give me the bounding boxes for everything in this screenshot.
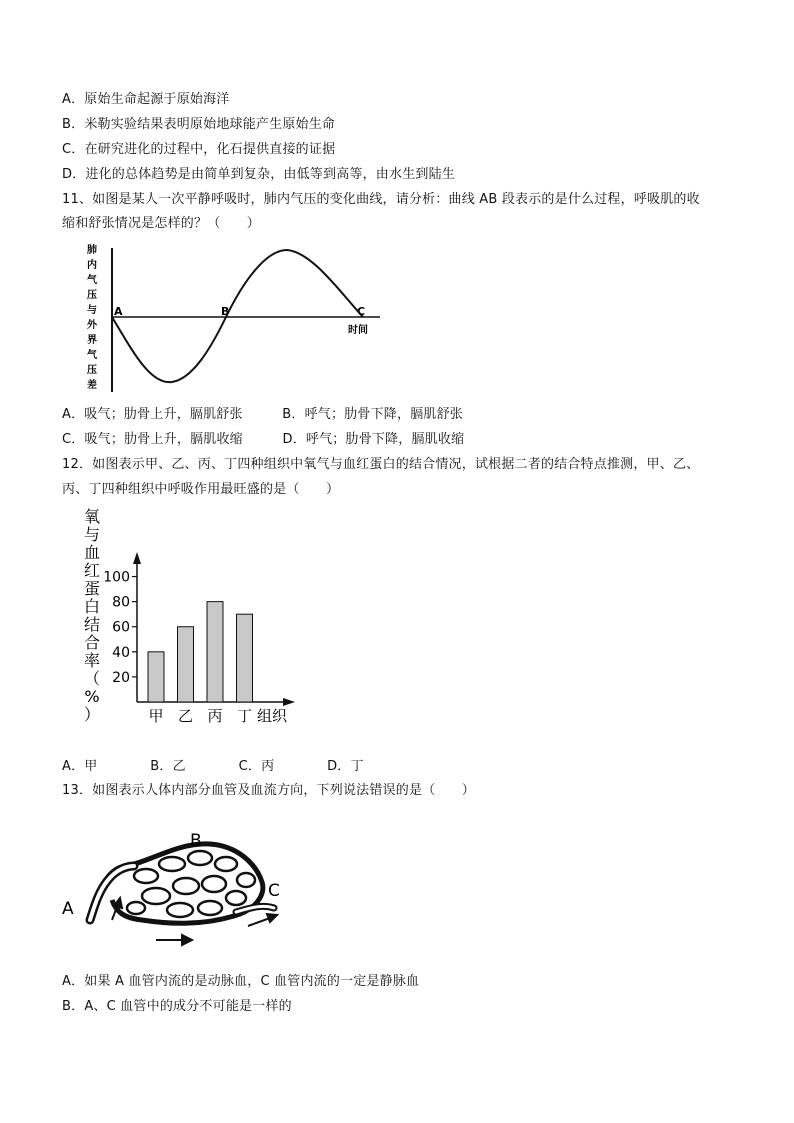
flow-arrow-c-head xyxy=(267,914,277,922)
bar-1 xyxy=(148,652,164,702)
bar-4 xyxy=(237,614,253,702)
bar-y-tick-label: 40 xyxy=(112,644,130,661)
bar-ylabel-char: % xyxy=(84,687,100,706)
vessel-label-a: A xyxy=(62,899,74,919)
bar-category-label: 乙 xyxy=(177,707,194,725)
bar-y-tick-label: 60 xyxy=(112,619,130,636)
capillary-cell xyxy=(188,851,212,865)
q13-option-b: B．A、C 血管中的成分不可能是一样的 xyxy=(62,999,292,1014)
bar-ylabel-char: 血 xyxy=(83,543,101,562)
bar-y-tick-label: 80 xyxy=(112,594,130,611)
ylabel-char: 界 xyxy=(87,335,97,346)
ylabel-char: 肺 xyxy=(87,245,97,256)
bar-xlabel: 组织 xyxy=(257,707,288,725)
capillary-cell xyxy=(215,857,237,871)
bar-ylabel-char: （ xyxy=(83,669,101,688)
bar-x-axis-arrow xyxy=(283,698,295,706)
flow-arrow-a-head xyxy=(114,898,122,908)
bar-ylabel-char: 率 xyxy=(83,651,101,670)
point-c-label: C xyxy=(357,305,366,318)
bar-category-label: 丙 xyxy=(207,707,223,725)
capillary-cell xyxy=(167,903,193,917)
bar-ylabel-char: 氧 xyxy=(83,507,101,526)
ylabel-char: 压 xyxy=(87,290,97,301)
ylabel-char: 外 xyxy=(87,320,97,331)
pressure-ylabel xyxy=(87,243,98,391)
vessel-label-b: B xyxy=(190,831,202,851)
capillary-cell xyxy=(142,888,170,904)
capillary-cell xyxy=(226,891,246,905)
q12-options: A．甲 B．乙 C．丙 D．丁 xyxy=(62,759,364,774)
bar-ylabel-char: 合 xyxy=(83,633,101,652)
ylabel-char: 与 xyxy=(87,305,97,316)
bar-3 xyxy=(207,602,223,702)
blood-vessel-figure xyxy=(60,828,300,958)
pressure-curve-figure xyxy=(80,240,400,400)
bar-ylabel-char: 红 xyxy=(83,561,101,580)
bar-ylabel-char: 蛋 xyxy=(83,579,101,598)
q11-options-row1: A．吸气；肋骨上升，膈肌舒张 B．呼气；肋骨下降，膈肌舒张 xyxy=(62,407,464,422)
bar-y-tick-label: 100 xyxy=(103,569,130,586)
q10-option-a: A．原始生命起源于原始海洋 xyxy=(62,92,230,107)
q10-option-d: D．进化的总体趋势是由简单到复杂，由低等到高等，由水生到陆生 xyxy=(62,167,456,182)
ylabel-char: 差 xyxy=(87,380,97,391)
q10-option-c: C．在研究进化的过程中，化石提供直接的证据 xyxy=(62,142,336,157)
vessel-label-c: C xyxy=(268,881,280,901)
oxygen-binding-bar-chart xyxy=(78,506,308,746)
q11-stem-line2: 缩和舒张情况是怎样的？（ ） xyxy=(62,216,261,231)
bar-y-axis-arrow xyxy=(133,552,141,564)
bar-category-label: 丁 xyxy=(236,707,253,725)
bar-categories xyxy=(148,707,252,725)
point-a-label: A xyxy=(114,305,123,318)
capillary-cell xyxy=(159,857,185,871)
bar-ylabel xyxy=(84,507,100,724)
flow-arrow-c xyxy=(248,918,270,926)
bar-ticks xyxy=(103,570,137,686)
q12-stem-line2: 丙、丁四种组织中呼吸作用最旺盛的是（ ） xyxy=(62,482,340,497)
pressure-xlabel: 时间 xyxy=(348,325,368,336)
q11-stem-line1: 11、如图是某人一次平静呼吸时，肺内气压的变化曲线，请分析：曲线 AB 段表示的是什么过程，呼吸肌的收 xyxy=(62,192,700,207)
point-b-label: B xyxy=(221,305,230,318)
capillary-cell xyxy=(198,901,222,915)
capillary-cell xyxy=(202,876,226,892)
bar-category-label: 甲 xyxy=(148,707,164,725)
ylabel-char: 压 xyxy=(87,365,97,376)
q13-stem: 13．如图表示人体内部分血管及血流方向，下列说法错误的是（ ） xyxy=(62,783,475,798)
pressure-curve xyxy=(112,250,366,382)
bar-ylabel-char: 白 xyxy=(83,597,101,616)
ylabel-char: 气 xyxy=(87,350,97,361)
q11-options-row2: C．吸气；肋骨上升，膈肌收缩 D．呼气；肋骨下降，膈肌收缩 xyxy=(62,432,465,447)
bar-2 xyxy=(178,627,194,702)
capillary-cell xyxy=(134,869,158,883)
q10-option-b: B．米勒实验结果表明原始地球能产生原始生命 xyxy=(62,117,336,132)
ylabel-char: 气 xyxy=(87,275,97,286)
capillary-cell xyxy=(173,878,199,894)
capillary-cell xyxy=(237,873,255,887)
bar-y-tick-label: 20 xyxy=(112,669,130,686)
bar-ylabel-char: 结 xyxy=(83,615,101,634)
bar-ylabel-char: ） xyxy=(83,705,101,724)
ylabel-char: 内 xyxy=(87,260,97,271)
bar-ylabel-char: 与 xyxy=(83,525,101,544)
capillary-cell xyxy=(127,902,145,914)
q12-stem-line1: 12．如图表示甲、乙、丙、丁四种组织中氧气与血红蛋白的结合情况，试根据二者的结合特点推测，甲、乙、 xyxy=(62,457,700,472)
q13-option-a: A．如果 A 血管内流的是动脉血，C 血管内流的一定是静脉血 xyxy=(62,974,420,989)
bar-bars xyxy=(148,602,253,702)
flow-arrow-bottom-head xyxy=(182,935,192,945)
